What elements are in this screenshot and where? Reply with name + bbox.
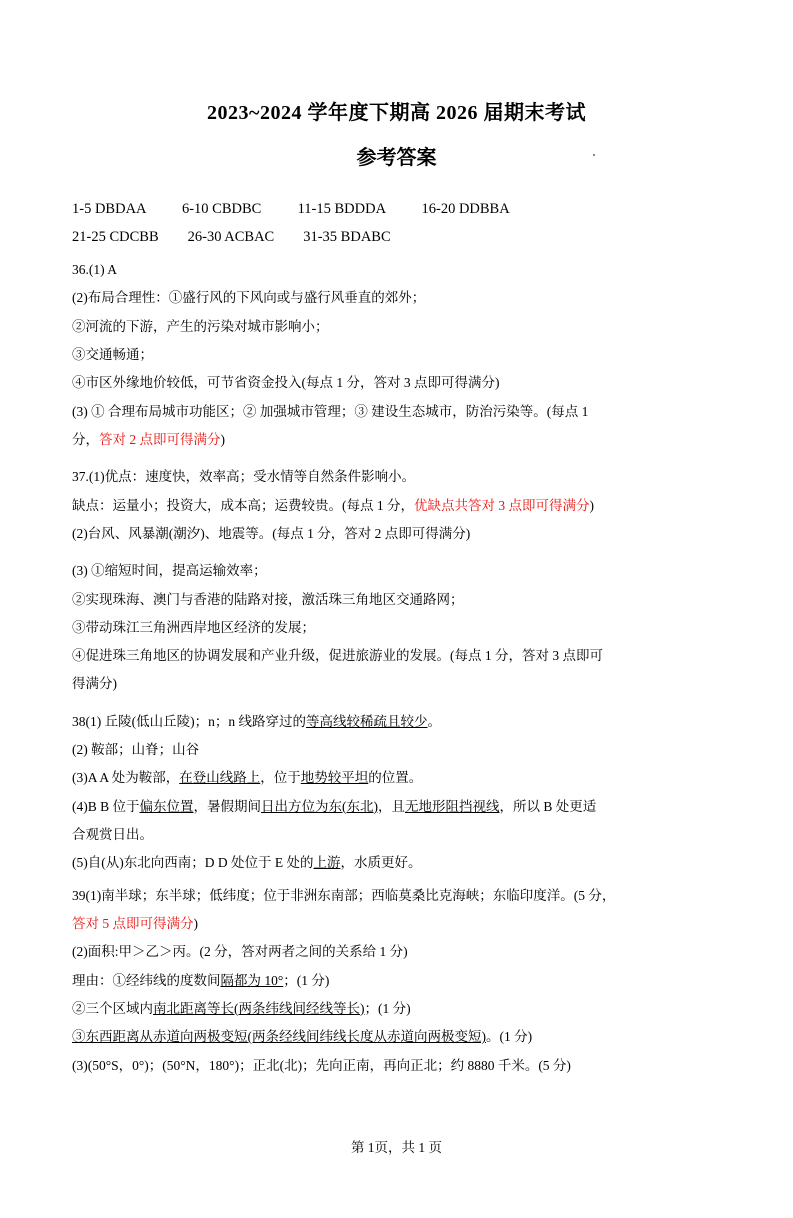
q38-line-4-mid-2: ，且 [378, 798, 405, 814]
q36-line-5: ④市区外缘地价较低，可节省资金投入(每点 1 分，答对 3 点即可得满分) [72, 375, 500, 391]
q36-line-3: ②河流的下游，产生的污染对城市影响小； [72, 318, 329, 334]
q36-line-6-text: (3) ① 合理布局城市功能区；② 加强城市管理；③ 建设生态城市，防治污染等。(每点 1 [72, 403, 589, 419]
q36-line-7-prefix: 分， [72, 431, 99, 447]
question-36-block [72, 257, 721, 453]
q38-line-1-prefix: 38(1) 丘陵(低山丘陵)；n；n 线路穿过的 [72, 713, 306, 729]
q36-line-4: ③交通畅通； [72, 347, 153, 363]
page-title: 2023~2024 学年度下期高 2026 届期末考试 [207, 102, 586, 124]
q38-line-4-suffix: ，所以 B 处更适 [499, 798, 597, 814]
q38-line-5: 合观赏日出。 [72, 827, 153, 843]
page-subtitle: 参考答案 [356, 145, 437, 169]
q37-line-6: ③带动珠江三角洲西岸地区经济的发展； [72, 619, 315, 635]
q37-line-2-red: 优缺点共答对 3 点即可得满分 [414, 497, 590, 513]
q36-line-7-suffix: ) [220, 431, 225, 447]
q39-line-6 [72, 1024, 721, 1050]
q38-line-1-underline-2: 较少 [400, 713, 428, 729]
q39-line-2-red: 答对 5 点即可得满分 [72, 915, 194, 931]
q38-line-1 [72, 709, 721, 735]
q39-line-5 [72, 996, 721, 1022]
q37-line-5: ②实现珠海、澳门与香港的陆路对接，激活珠三角地区交通路网； [72, 591, 464, 607]
q39-line-4-suffix: ；(1 分) [283, 972, 330, 988]
q39-line-4-prefix: 理由：①经纬线的度数间 [72, 972, 221, 988]
page-footer: 第 1页，共 1 页 [350, 1140, 443, 1155]
q38-line-4-mid-1: ，暑假期间 [193, 798, 261, 814]
q38-line-1-suffix: 。 [427, 713, 441, 729]
q39-line-5-prefix: ②三个区域内 [72, 1000, 153, 1016]
q39-line-1: 39(1)南半球；东半球；低纬度；位于非洲东南部；西临莫桑比克海峡；东临印度洋。(5 分， [72, 887, 616, 903]
q39-line-3: (2)面积:甲＞乙＞丙。(2 分，答对两者之间的关系给 1 分) [72, 944, 408, 960]
q38-line-3-prefix: (3)A A 处为鞍部， [72, 770, 180, 786]
q39-line-2-suffix: ) [193, 915, 198, 931]
q37-line-7: ④促进珠三角地区的协调发展和产业升级，促进旅游业的发展。(每点 1 分，答对 3 点即可 [72, 648, 603, 664]
q38-line-2: (2) 鞍部；山脊；山谷 [72, 742, 200, 758]
q39-line-5-underline-1: 南北距离等长(两条纬线间经线等长) [153, 1000, 365, 1016]
q37-line-1: 37.(1)优点：速度快，效率高；受水情等自然条件影响小。 [72, 469, 416, 485]
q38-line-6-prefix: (5)自(从)东北向西南；D D 处位于 E 处的 [72, 855, 314, 871]
q38-line-6-suffix: ，水质更好。 [340, 855, 422, 871]
q38-line-6-underline-1: 上游 [313, 855, 341, 871]
q37-line-2 [72, 493, 721, 519]
question-37-block [72, 464, 721, 698]
q39-line-4 [72, 968, 721, 994]
q37-line-2-prefix: 缺点：运量小；投资大，成本高；运费较贵。(每点 1 分， [72, 497, 414, 513]
q36-line-6 [72, 399, 721, 425]
q38-line-4 [72, 794, 721, 820]
q38-line-1-underline-1: 等高线较稀疏且 [305, 713, 401, 729]
q36-line-7-red: 答对 2 点即可得满分 [99, 431, 221, 447]
answer-row: 21-25 CDCBB 26-30 ACBAC 31-35 BDABC [72, 228, 391, 245]
q38-line-3-mid: ，位于 [260, 770, 301, 786]
q37-line-8: 得满分) [72, 676, 117, 692]
q39-line-2 [72, 911, 721, 937]
answer-row: 1-5 DBDAA 6-10 CBDBC 11-15 BDDDA 16-20 DDBBA [72, 201, 510, 217]
q38-line-3-suffix: 的位置。 [368, 770, 423, 786]
q39-line-6-suffix: 。(1 分) [486, 1029, 533, 1045]
q36-line-1: 36.(1) A [72, 262, 117, 278]
q38-line-4-underline-3: 无地形阻挡视线 [405, 798, 500, 814]
q38-line-4-underline-2: 日出方位为东(东北) [261, 798, 378, 814]
question-39-block [72, 883, 721, 1079]
q38-line-6 [72, 850, 721, 876]
page-artifact-dot [593, 154, 595, 156]
q38-line-4-underline-1: 偏东位置 [139, 798, 194, 814]
q39-line-7: (3)(50°S，0°)；(50°N，180°)；正北(北)；先向正南，再向正北；约 8880 千米。(5 分) [72, 1057, 571, 1073]
q39-line-4-underline-1: 隔都为 10° [220, 972, 284, 988]
q37-line-3: (2)台风、风暴潮(潮汐)、地震等。(每点 1 分，答对 2 点即可得满分) [72, 525, 471, 541]
objective-answers-block [72, 196, 721, 251]
q38-line-4-prefix: (4)B B 位于 [72, 798, 140, 814]
q38-line-3-underline-1: 在登山线路上 [179, 770, 261, 786]
q37-line-4: (3) ①缩短时间，提高运输效率； [72, 563, 267, 579]
q38-line-3 [72, 765, 721, 791]
answer-sheet-page [0, 96, 793, 1218]
q39-line-6-underline-1: ③东西距离从赤道向两极变短(两条经线间纬线长度从赤道向两极变短) [72, 1029, 486, 1045]
q39-line-5-suffix: ；(1 分) [364, 1000, 411, 1016]
q36-line-2: (2)布局合理性：①盛行风的下风向或与盛行风垂直的郊外； [72, 290, 426, 306]
question-38-block [72, 709, 721, 877]
q36-line-7 [72, 427, 721, 453]
q37-line-2-suffix: ) [589, 497, 594, 513]
q38-line-3-underline-2: 地势较平坦 [300, 770, 369, 786]
